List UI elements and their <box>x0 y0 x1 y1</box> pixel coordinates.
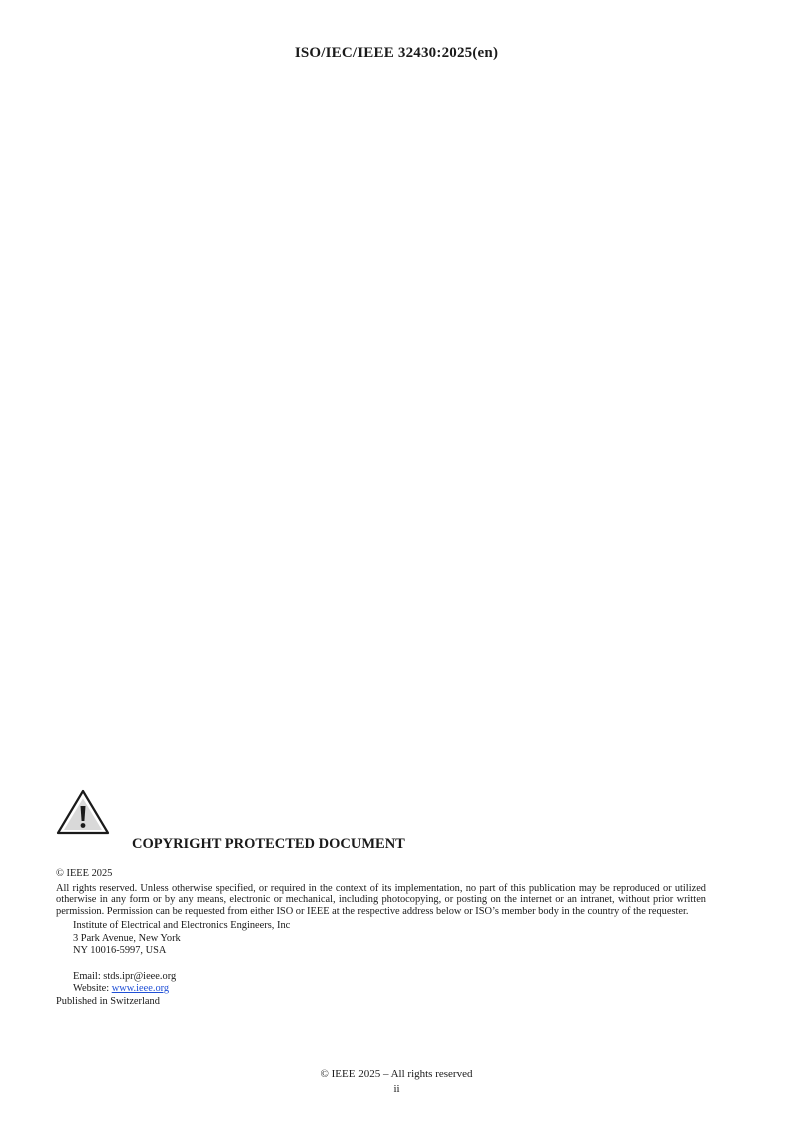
contact-email: Email: stds.ipr@ieee.org <box>73 970 177 982</box>
website-link[interactable]: www.ieee.org <box>111 983 170 994</box>
document-identifier: ISO/IEC/IEEE 32430:2025(en) <box>294 45 499 61</box>
warning-triangle-icon <box>56 788 110 836</box>
copyright-year: © IEEE 2025 <box>56 868 113 879</box>
copyright-notice <box>56 868 706 1008</box>
rights-statement: All rights reserved. Unless otherwise specified, or required in the context of its implementation, no part of this publication may be reproduced or utilized otherwise in any form or by any means, electronic or mechanical, including photocopying, or posting on the internet or an intranet, without prior written permission. Permission can be requested from either ISO or IEEE at the respective address below or ISO’s member body in the country of the requester. <box>56 882 706 917</box>
website-label: Website: <box>73 983 112 994</box>
address-street: 3 Park Avenue, New York <box>73 932 181 944</box>
address-city: NY 10016-5997, USA <box>73 945 167 957</box>
page-number: ii <box>393 1083 400 1095</box>
published-location: Published in Switzerland <box>56 996 160 1008</box>
contact-website <box>73 983 706 995</box>
page-footer <box>0 1067 793 1097</box>
publisher-address <box>56 920 706 995</box>
footer-copyright: © IEEE 2025 – All rights reserved <box>320 1068 473 1080</box>
copyright-heading: COPYRIGHT PROTECTED DOCUMENT <box>132 836 405 852</box>
address-organization: Institute of Electrical and Electronics Engineers, Inc <box>73 920 291 932</box>
